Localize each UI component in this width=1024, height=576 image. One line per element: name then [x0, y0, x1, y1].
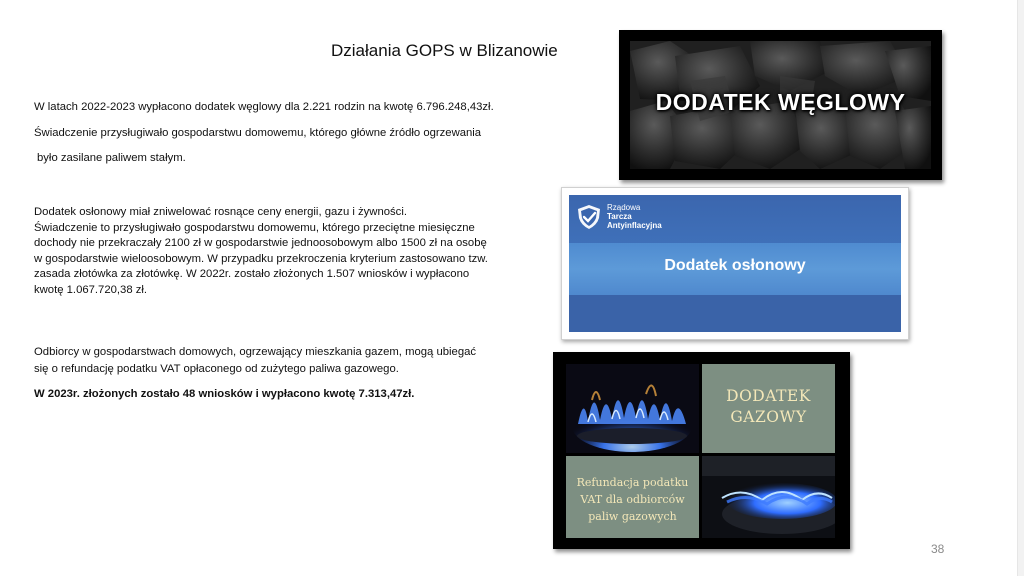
slide-title: Działania GOPS w Blizanowie [331, 41, 558, 60]
gaz-text-line1: Odbiorcy w gospodarstwach domowych, ogrzewający mieszkania gazem, mogą ubiegać [34, 346, 477, 358]
oslonowy-brand [607, 203, 662, 230]
gaz-sub-line1: Refundacja podatku [576, 476, 689, 489]
brand-line1: Rządowa [607, 203, 641, 212]
gaz-paragraph [34, 344, 476, 377]
oslonowy-line: Dodatek osłonowy miał zniwelować rosnące ceny energii, gazu i żywności. [34, 206, 407, 218]
gaz-title-panel [702, 364, 835, 453]
brand-line3: Antyinflacyjna [607, 221, 662, 230]
brand-line2: Tarcza [607, 212, 632, 221]
gaz-sub-line2: VAT dla odbiorców [580, 493, 685, 506]
gaz-title [702, 386, 835, 428]
oslonowy-line: w gospodarstwie wieloosobowym. W przypadku przekroczenia kryterium zastosowano tzw. [34, 252, 488, 265]
gaz-sub-line3: paliw gazowych [588, 510, 677, 523]
oslonowy-paragraph [34, 205, 534, 299]
gaz-subtitle [566, 474, 699, 525]
burner-flame-icon [702, 456, 835, 538]
oslonowy-line: kwotę 1.067.720,38 zł. [34, 283, 148, 296]
oslonowy-footer [569, 295, 901, 332]
oslonowy-line: Świadczenie to przysługiwało gospodarstwu domowemu, którego przeciętne miesięczne [34, 221, 475, 234]
gaz-text-line2: się o refundację podatku VAT opłaconego od zużytego paliwa gazowego. [34, 362, 399, 375]
page-number: 38 [931, 542, 945, 556]
oslonowy-image [561, 187, 909, 340]
gaz-title-line1: DODATEK [726, 387, 811, 405]
shield-check-icon [576, 204, 602, 230]
coal-text-line1: W latach 2022-2023 wypłacono dodatek węglowy dla 2.221 rodzin na kwotę 6.796.248,43zł. [34, 101, 494, 113]
flame-icon [566, 364, 699, 453]
gaz-summary: W 2023r. złożonych zostało 48 wniosków i wypłacono kwotę 7.313,47zł. [34, 388, 415, 400]
gaz-title-line2: GAZOWY [730, 408, 807, 426]
coal-caption: DODATEK WĘGLOWY [655, 89, 906, 115]
coal-photo [630, 41, 931, 169]
oslonowy-line: dochody nie przekraczały 2100 zł w gospodarstwie jednoosobowym albo 1500 zł na osobę [34, 237, 487, 250]
oslonowy-caption: Dodatek osłonowy [664, 257, 806, 274]
gaz-subtitle-panel [566, 456, 699, 538]
oslonowy-line: zasada złotówka za złotówkę. W 2022r. zostało złożonych 1.507 wniosków i wypłacono [34, 268, 470, 281]
coal-text-line2: Świadczenie przysługiwało gospodarstwu domowemu, którego główne źródło ogrzewania [34, 127, 482, 139]
coal-text-line3: było zasilane paliwem stałym. [37, 152, 186, 164]
coal-image [619, 30, 942, 180]
gaz-image [553, 352, 850, 549]
gas-flame-photo-2 [702, 456, 835, 538]
slide-edge [1017, 0, 1024, 576]
gas-flame-photo-1 [566, 364, 699, 453]
oslonowy-banner [569, 195, 901, 332]
